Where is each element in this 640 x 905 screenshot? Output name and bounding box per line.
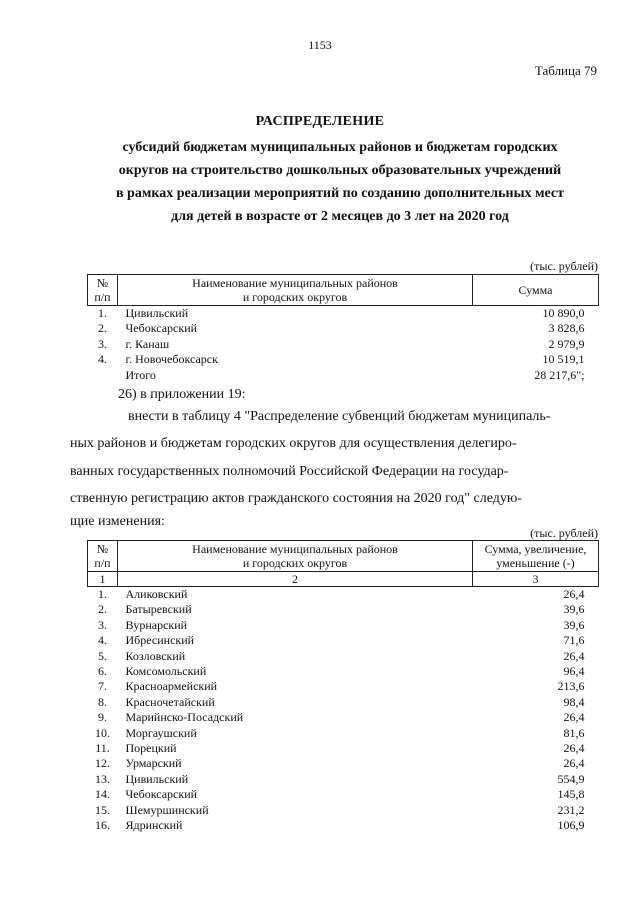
table2-index-1: 1 — [88, 572, 118, 587]
row-number: 10. — [95, 725, 110, 740]
table-row — [88, 803, 599, 818]
table-number: Таблица 79 — [534, 63, 597, 78]
row-number: 3. — [98, 617, 107, 632]
row-number: 12. — [95, 756, 110, 771]
table1-header-name: Наименование муниципальных районов и городских округов — [118, 275, 473, 306]
row-name: Батыревский — [125, 602, 192, 617]
table-row — [88, 633, 599, 648]
paragraph-line-2: ных районов и бюджетам городских округов для осуществления делегиро- — [70, 436, 517, 451]
row-number: 11. — [95, 741, 110, 756]
row-name: Ибресинский — [125, 633, 195, 648]
row-number: 6. — [98, 664, 107, 679]
table2 — [87, 540, 599, 834]
row-name: Ядринский — [125, 818, 183, 833]
table2-body — [88, 587, 599, 834]
row-number: 9. — [98, 710, 107, 725]
row-name: г. Новочебоксарск — [125, 352, 218, 367]
document-title: РАСПРЕДЕЛЕНИЕ — [255, 114, 385, 129]
row-name: Итого — [125, 367, 156, 382]
table2-index-2: 2 — [118, 572, 473, 587]
row-number: 2. — [98, 321, 107, 336]
table-row — [88, 695, 599, 710]
table2-index-row — [88, 572, 599, 587]
table-row — [88, 587, 599, 603]
row-number: 16. — [95, 818, 110, 833]
row-name: Моргаушский — [125, 725, 197, 740]
row-sum: 554,9 — [557, 771, 585, 786]
row-sum: 26,4 — [563, 710, 585, 725]
table-row — [88, 352, 599, 367]
row-sum: 145,8 — [557, 787, 585, 802]
row-sum: 213,6 — [557, 679, 585, 694]
table2-header-row — [88, 541, 599, 572]
row-name: Цивильский — [125, 306, 189, 320]
row-sum: 98,4 — [563, 694, 585, 709]
row-number: 3. — [98, 336, 107, 351]
row-name: Комсомольский — [125, 664, 207, 679]
subtitle-line-4: для детей в возрасте от 2 месяцев до 3 лет на 2020 год — [171, 209, 509, 224]
paragraph-line-4: ственную регистрацию актов гражданского состояния на 2020 год" следую- — [70, 491, 522, 506]
row-number: 5. — [98, 648, 107, 663]
row-sum: 26,4 — [563, 756, 585, 771]
row-number: 2. — [98, 602, 107, 617]
table-row — [88, 321, 599, 336]
row-name: Чебоксарский — [125, 787, 198, 802]
row-sum: 81,6 — [563, 725, 585, 740]
row-name: Урмарский — [125, 756, 182, 771]
page-number: 1153 — [308, 38, 332, 52]
subtitle-line-3: в рамках реализации мероприятий по созданию дополнительных мест — [115, 186, 565, 201]
table1-header-sum: Сумма — [473, 275, 599, 306]
table-row — [88, 741, 599, 756]
paragraph-line-1: внести в таблицу 4 "Распределение субвенций бюджетам муниципаль- — [128, 409, 551, 424]
subtitle-line-1: субсидий бюджетам муниципальных районов и бюджетам городских — [122, 140, 558, 155]
table-row — [88, 337, 599, 352]
row-sum: 96,4 — [563, 664, 585, 679]
table1-header-number: № п/п — [88, 275, 118, 306]
table-row — [88, 664, 599, 679]
row-sum: 10 890,0 — [542, 306, 585, 320]
row-sum: 39,6 — [563, 602, 585, 617]
table-row — [88, 787, 599, 802]
table2-unit: (тыс. рублей) — [530, 526, 598, 540]
row-number: 13. — [95, 771, 110, 786]
table-row — [88, 726, 599, 741]
table-row — [88, 618, 599, 633]
row-name: Вурнарский — [125, 617, 188, 632]
row-name: г. Канаш — [125, 336, 170, 351]
row-sum: 26,4 — [563, 587, 585, 601]
table-row — [88, 306, 599, 322]
table-row — [88, 756, 599, 771]
row-sum: 71,6 — [563, 633, 585, 648]
row-name: Порецкий — [125, 741, 177, 756]
row-number: 1. — [98, 587, 107, 601]
row-sum: 26,4 — [563, 741, 585, 756]
table1-body — [88, 306, 599, 384]
table-row — [88, 602, 599, 617]
row-number: 8. — [98, 694, 107, 709]
table-row — [88, 649, 599, 664]
row-name: Козловский — [125, 648, 186, 663]
table2-header-name: Наименование муниципальных районов и городских округов — [118, 541, 473, 572]
paragraph-line-5: щие изменения: — [70, 514, 165, 529]
row-name: Аликовский — [125, 587, 188, 601]
table-row — [88, 772, 599, 787]
row-number: 15. — [95, 802, 110, 817]
row-name: Марийнско-Посадский — [125, 710, 244, 725]
row-name: Красночетайский — [125, 694, 215, 709]
table2-header-number: № п/п — [88, 541, 118, 572]
table-row — [88, 710, 599, 725]
table-row — [88, 368, 599, 383]
row-sum: 231,2 — [557, 802, 585, 817]
table-row — [88, 818, 599, 833]
table-row — [88, 679, 599, 694]
table2-header-sum: Сумма, увеличение, уменьшение (-) — [473, 541, 599, 572]
row-name: Чебоксарский — [125, 321, 198, 336]
row-sum: 10 519,1 — [542, 352, 585, 367]
row-sum: 2 979,9 — [548, 336, 585, 351]
row-number — [88, 368, 118, 383]
row-name: Шемуршинский — [125, 802, 209, 817]
row-number: 1. — [98, 306, 107, 320]
row-sum: 26,4 — [563, 648, 585, 663]
subtitle-line-2: округов на строительство дошкольных образовательных учреждений — [118, 163, 562, 178]
row-name: Цивильский — [125, 771, 189, 786]
table1-unit: (тыс. рублей) — [530, 259, 598, 273]
row-number: 4. — [98, 633, 107, 648]
row-sum: 28 217,6"; — [534, 367, 585, 382]
paragraph-line-3: ванных государственных полномочий Российской Федерации на государ- — [70, 464, 509, 479]
table1 — [87, 274, 599, 383]
row-sum: 39,6 — [563, 617, 585, 632]
row-sum: 106,9 — [557, 818, 585, 833]
table2-index-3: 3 — [473, 572, 599, 587]
row-sum: 3 828,6 — [548, 321, 585, 336]
row-number: 7. — [98, 679, 107, 694]
item-26: 26) в приложении 19: — [118, 387, 246, 402]
table1-header-row — [88, 275, 599, 306]
row-number: 4. — [98, 352, 107, 367]
row-name: Красноармейский — [125, 679, 218, 694]
row-number: 14. — [95, 787, 110, 802]
